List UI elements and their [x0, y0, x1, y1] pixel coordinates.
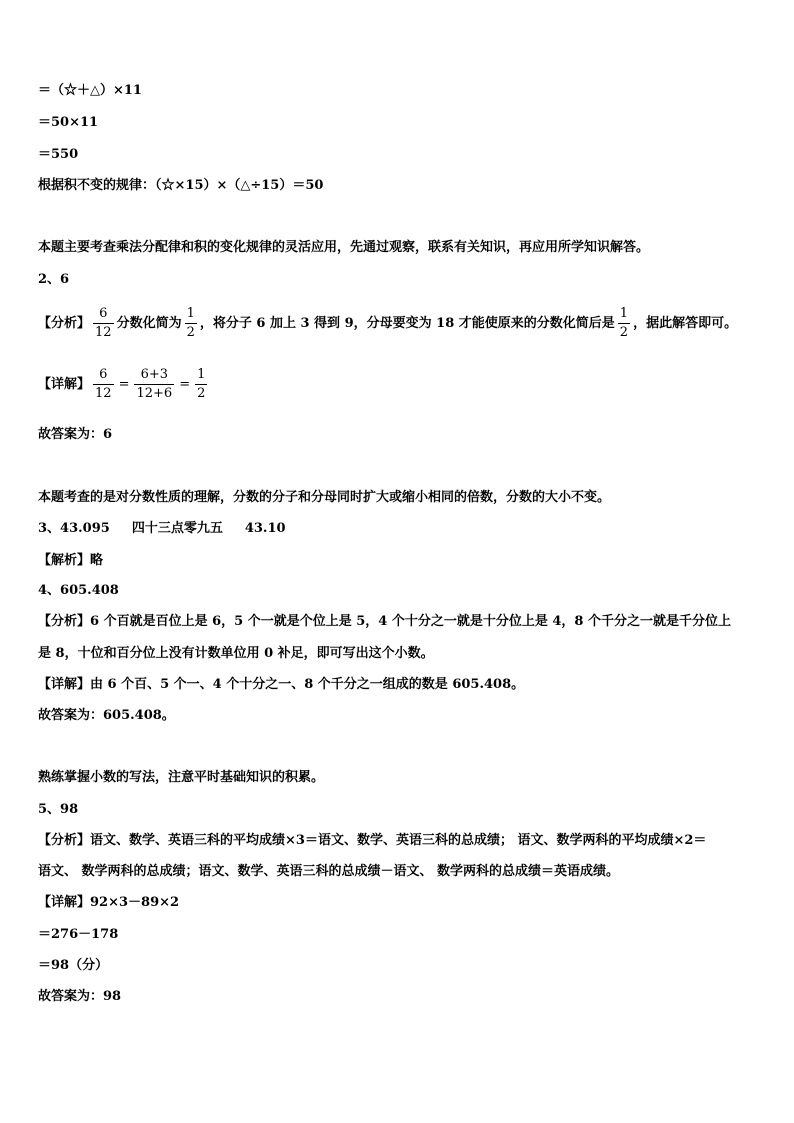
question-5-answer: 5、98 [38, 802, 79, 817]
summary-1: 本题主要考查乘法分配律和积的变化规律的灵活应用，先通过观察，联系有关知识，再应用所学知识解答。 [38, 240, 650, 255]
fraction-expanded: $\frac{6+3}{12+6}$ [136, 367, 173, 401]
fraction-1-2: $\frac{1}{2}$ [186, 306, 195, 340]
fraction-6-12: $\frac{6}{12}$ [95, 367, 112, 401]
fraction-6-12: $\frac{6}{12}$ [95, 306, 112, 340]
analysis-2: 【分析】 $\frac{6}{12}$ 分数化简为 $\frac{1}{2}$ ，将分子 6 加上 3 得到 9，分母要变为 18 才能使原来的分数化简后是 $\frac{1}{2}$ ，据此解答即可。 [38, 306, 738, 340]
fraction-1-2: $\frac{1}{2}$ [197, 367, 206, 401]
analysis-3: 【解析】略 [38, 553, 104, 568]
detail-2: 【详解】 $\frac{6}{12}$ = $\frac{6+3}{12+6}$ = $\frac{1}{2}$ [38, 367, 206, 401]
rule-line: 根据积不变的规律：（☆×15）×（△÷15）＝50 [38, 178, 324, 193]
calc-5-line-2: ＝98（分） [38, 958, 109, 973]
analysis-5-line-1: 【分析】语文、数学、英语三科的平均成绩×3＝语文、数学、英语三科的总成绩； 语文、数学两科的平均成绩×2＝ [38, 833, 707, 848]
analysis-5-line-2: 语文、 数学两科的总成绩；语文、数学、英语三科的总成绩－语文、 数学两科的总成绩＝英语成绩。 [38, 864, 620, 879]
detail-label: 【详解】 [38, 377, 91, 392]
fraction-1-2: $\frac{1}{2}$ [619, 306, 629, 340]
calc-line-2: ＝50×11 [38, 115, 99, 130]
detail-5: 【详解】92×3－89×2 [38, 895, 180, 910]
question-3-answer: 3、43.095 四十三点零九五 43.10 [38, 521, 286, 536]
answer-5: 故答案为：98 [38, 989, 122, 1004]
detail-4: 【详解】由 6 个百、5 个一、4 个十分之一、8 个千分之一组成的数是 605.408。 [38, 677, 525, 692]
analysis-label: 【分析】 [38, 316, 91, 331]
analysis-4-line-2: 是 8，十位和百分位上没有计数单位用 0 补足，即可写出这个小数。 [38, 646, 434, 661]
question-2-answer: 2、6 [38, 272, 70, 287]
question-4-answer: 4、605.408 [38, 583, 119, 598]
analysis-4-line-1: 【分析】6 个百就是百位上是 6，5 个一就是个位上是 5，4 个十分之一就是十分位上是 4，8 个千分之一就是千分位上 [38, 614, 731, 629]
summary-4: 熟练掌握小数的写法，注意平时基础知识的积累。 [38, 770, 325, 785]
calc-5-line-1: ＝276－178 [38, 927, 119, 942]
summary-2: 本题考查的是对分数性质的理解，分数的分子和分母同时扩大或缩小相同的倍数，分数的大小不变。 [38, 490, 611, 505]
answer-2: 故答案为：6 [38, 427, 113, 442]
answer-4: 故答案为：605.408。 [38, 708, 175, 723]
calc-line-1: ＝（☆＋△）×11 [38, 83, 142, 98]
calc-line-3: ＝550 [38, 147, 79, 162]
